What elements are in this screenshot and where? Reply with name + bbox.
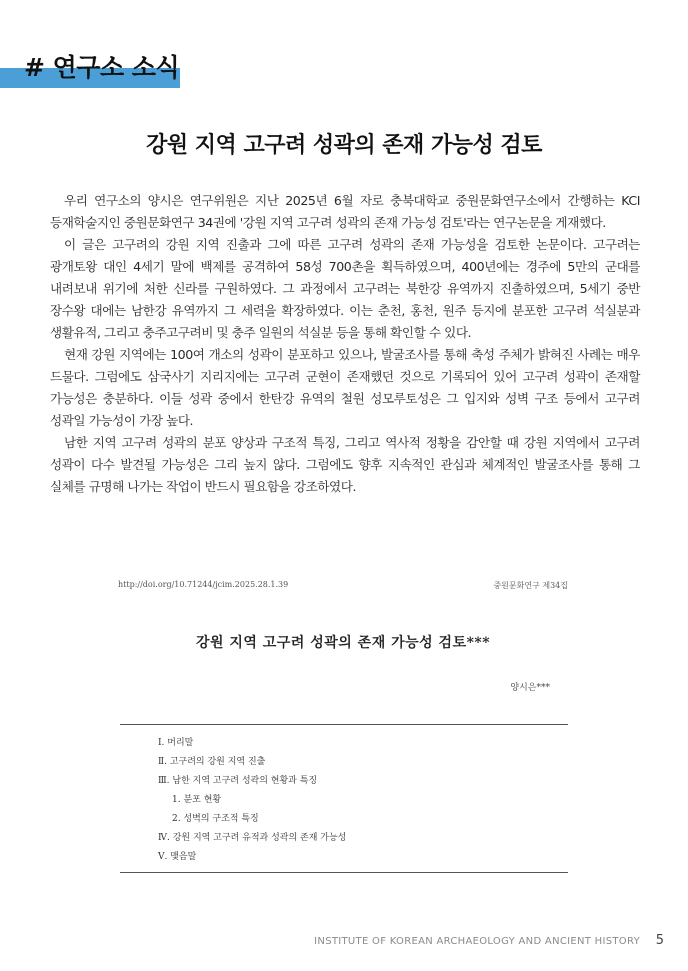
article-paragraph: 이 글은 고구려의 강원 지역 진출과 그에 따른 고구려 성곽의 존재 가능성을 검토한 논문이다. 고구려는 광개토왕 대인 4세기 말에 백제를 공격하여 58성 700촌을 획득하였으며, 400년에는 경주에 5만의 군대를 내려보내 위기에 처한 신라를 구원하였다. 그 과정에서 고구려는 북한강 유역까지 진출하였으며, 5세기 중반 장수왕 대에는 남한강 유역까지 그 세력을 확장하였다. 이는 춘천, 홍천, 원주 등지에 분포한 고구려 석실분과 생활유적, 그리고 충주고구려비 및 충주 일원의 석실분 등을 통해 확인할 수 있다. [50,237,640,340]
section-tag [0,46,180,90]
article-paragraph: 남한 지역 고구려 성곽의 분포 양상과 구조적 특징, 그리고 역사적 정황을 감안할 때 강원 지역에서 고구려 성곽이 다수 발견될 가능성은 그리 높지 않다. 그럼에도 향후 지속적인 관심과 체계적인 발굴조사를 통해 그 실체를 규명해 나가는 작업이 반드시 필요함을 강조하였다. [50,435,640,494]
article-paragraph: 현재 강원 지역에는 100여 개소의 성곽이 분포하고 있으나, 발굴조사를 통해 축성 주체가 밝혀진 사례는 매우 드물다. 그럼에도 삼국사기 지리지에는 고구려 군현이 존재했던 것으로 기록되어 있어 고구려 성곽이 존재할 가능성은 충분하다. 이들 성곽 중에서 한탄강 유역의 철원 성모루토성은 그 입지와 성벽 구조 등에서 고구려 성곽일 가능성이 가장 높다. [50,347,640,428]
article-body [50,190,640,498]
paper-toc [158,734,346,867]
toc-item: 1. 분포 현황 [172,795,222,805]
toc-item: Ⅱ. 고구려의 강원 지역 진출 [158,757,266,767]
paper-journal: 중원문화연구 제34집 [493,581,568,590]
paper-doi: http://doi.org/10.71244/jcim.2025.28.1.39 [118,580,289,589]
paper-author: 양시은*** [510,683,550,693]
toc-item: 2. 성벽의 구조적 특징 [172,814,259,824]
article-title: 강원 지역 고구려 성곽의 존재 가능성 검토 [146,133,542,158]
toc-bottom-rule [120,872,568,873]
paper-title: 강원 지역 고구려 성곽의 존재 가능성 검토*** [195,635,491,651]
toc-top-rule [120,724,568,725]
footer-institute: INSTITUTE OF KOREAN ARCHAEOLOGY AND ANCIENT HISTORY [314,936,640,947]
section-tag-label: # 연구소 소식 [24,53,180,82]
toc-item: Ⅳ. 강원 지역 고구려 유적과 성곽의 존재 가능성 [158,833,347,843]
toc-item: Ⅲ. 남한 지역 고구려 성곽의 현황과 특징 [158,776,318,786]
toc-item: Ⅰ. 머리말 [158,738,194,748]
page-number: 5 [655,933,664,948]
toc-item: Ⅴ. 맺음말 [158,852,197,862]
article-paragraph: 우리 연구소의 양시은 연구위원은 지난 2025년 6월 자로 충북대학교 중원문화연구소에서 간행하는 KCI 등재학술지인 중원문화연구 34권에 '강원 지역 고구려 성곽의 존재 가능성 검토'라는 연구논문을 게재했다. [50,193,640,230]
paper-first-page-image [108,574,578,884]
